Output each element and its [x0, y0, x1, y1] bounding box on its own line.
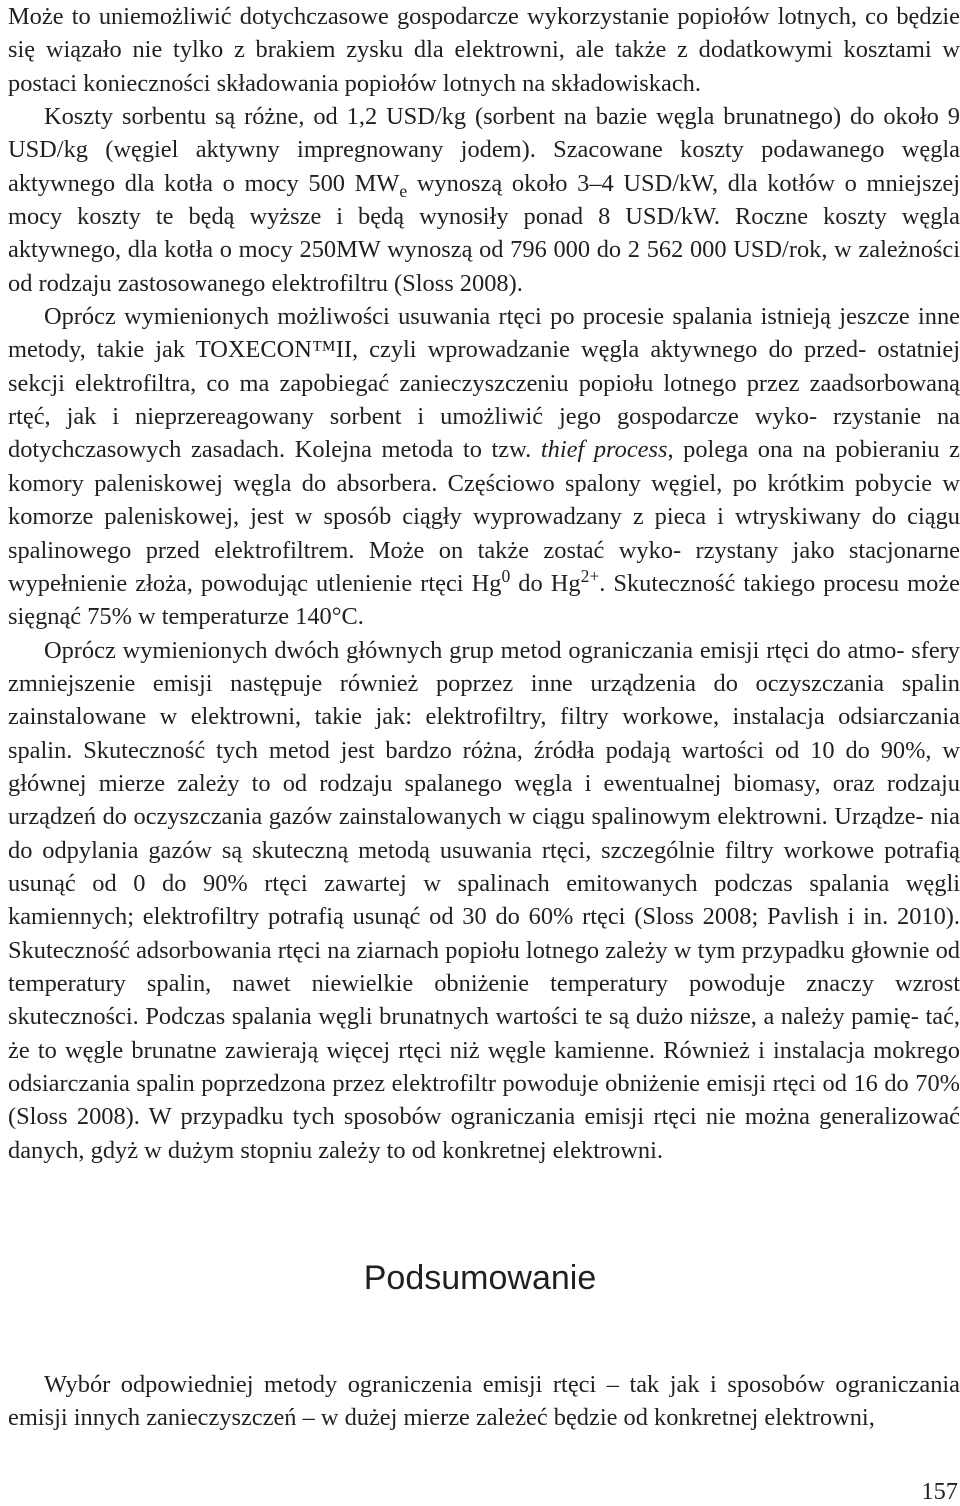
subscript: e [399, 180, 408, 201]
paragraph [8, 0, 960, 100]
page-number: 157 [921, 1478, 958, 1505]
text-run: Może to uniemożliwić dotychczasowe gospodarcze wykorzystanie popiołów lotnych, co będzie się wiązało nie tylko z brakiem zysku dla elektrowni, ale także z dodatkowymi kosztami w postaci konieczności składowania popiołów lotnych na składowiskach. [8, 3, 960, 97]
paragraph [8, 1368, 960, 1435]
text-run: Oprócz wymienionych możliwości usuwania rtęci po procesie spalania istnieją jeszcze inne metody, takie jak TOXECON™II, czyli wprowadzanie węgla aktywnego do przed- ostatniej sekcji elektrofiltra, co ma zapobiegać zanieczyszczeniu popiołu lotnego przez zaadsorbowaną rtęć, jak i nieprzereagowany sorbent i umożliwić jego gospodarcze wyko- rzystanie na dotychczasowych zasadach. Kolejna metoda to tzw. [8, 303, 960, 464]
text-run: wynoszą około 3–4 USD/kW, dla kotłów o mniejszej mocy koszty te będą wyższe i będą wynosiły ponad 8 USD/kW. Roczne koszty węgla aktywnego, dla kotła o mocy 250MW wynoszą od 796 000 do 2 562 000 USD/rok, w zależności od rodzaju zastosowanego elektrofiltru (Sloss 2008). [8, 169, 960, 297]
paragraph [8, 300, 960, 633]
paragraph [8, 100, 960, 300]
text-run: , polega ona na pobieraniu z komory paleniskowej węgla do absorbera. Częściowo spalony węgiel, po krótkim pobycie w komorze paleniskowej, jest w sposób ciągły wyprowadzany z pieca i wtryskiwany do ciągu spalinowego przed elektrofiltrem. Może on także zostać wyko- rzystany jako stacjonarne wypełnienie złoża, powodując utlenienie rtęci Hg [8, 436, 960, 597]
paragraph [8, 634, 960, 1168]
text-run: Wybór odpowiedniej metody ograniczenia emisji rtęci – tak jak i sposobów ograniczania emisji innych zanieczyszczeń – w dużej mierze zależeć będzie od konkretnej elektrowni, [8, 1371, 960, 1432]
section-heading: Podsumowanie [363, 1259, 597, 1297]
text-run: . Skuteczność takiego procesu może sięgnąć 75% w temperaturze 140°C. [8, 569, 960, 631]
summary-text [8, 1368, 960, 1435]
superscript: 0 [501, 565, 511, 586]
italic-text: thief process [540, 436, 668, 464]
superscript: 2+ [580, 565, 600, 586]
text-run: do Hg [510, 569, 581, 597]
text-run: Koszty sorbentu są różne, od 1,2 USD/kg (sorbent na bazie węgla brunatnego) do około 9 USD/kg (węgiel aktywny impregnowany jodem). Szacowane koszty podawanego węgla aktywnego dla kotła o mocy 500 MW [8, 103, 960, 197]
text-run: Oprócz wymienionych dwóch głównych grup metod ograniczania emisji rtęci do atmo- sfery zmniejszenie emisji następuje również poprzez inne urządzenia do oczyszczania spalin zainstalowane w elektrowni, takie jak: elektrofiltry, filtry workowe, instalacja odsiarczania spalin. Skuteczność tych metod jest bardzo różna, źródła podają wartości od 10 do 90%, w głównej mierze zależy to od rodzaju spalanego węgla i ewentualnej biomasy, oraz rodzaju urządzeń do oczyszczania gazów zainstalowanych w ciągu spalinowym elektrowni. Urządze- nia do odpylania gazów są skuteczną metodą usuwania rtęci, szczególnie filtry workowe potrafią usunąć od 0 do 90% rtęci zawartej w spalinach emitowanych podczas spalania węgli kamiennych; elektrofiltry potrafią usunąć od 30 do 60% rtęci (Sloss 2008; Pavlish i in. 2010). Skuteczność adsorbowania rtęci na ziarnach popiołu lotnego zależy w tym przypadku głownie od temperatury spalin, nawet niewielkie obniżenie temperatury powoduje znaczy wzrost skuteczności. Podczas spalania węgli brunatnych wartości te są dużo niższe, a należy pamię- tać, że to węgle brunatne zawierają więcej rtęci niż węgle kamienne. Również i instalacja mokrego odsiarczania spalin poprzedzona przez elektrofiltr powoduje obniżenie emisji rtęci od 16 do 70% (Sloss 2008). W przypadku tych sposobów ograniczania emisji rtęci nie można generalizować danych, gdyż w dużym stopniu zależy to od konkretnej elektrowni. [8, 636, 960, 1164]
body-text [8, 0, 960, 1167]
